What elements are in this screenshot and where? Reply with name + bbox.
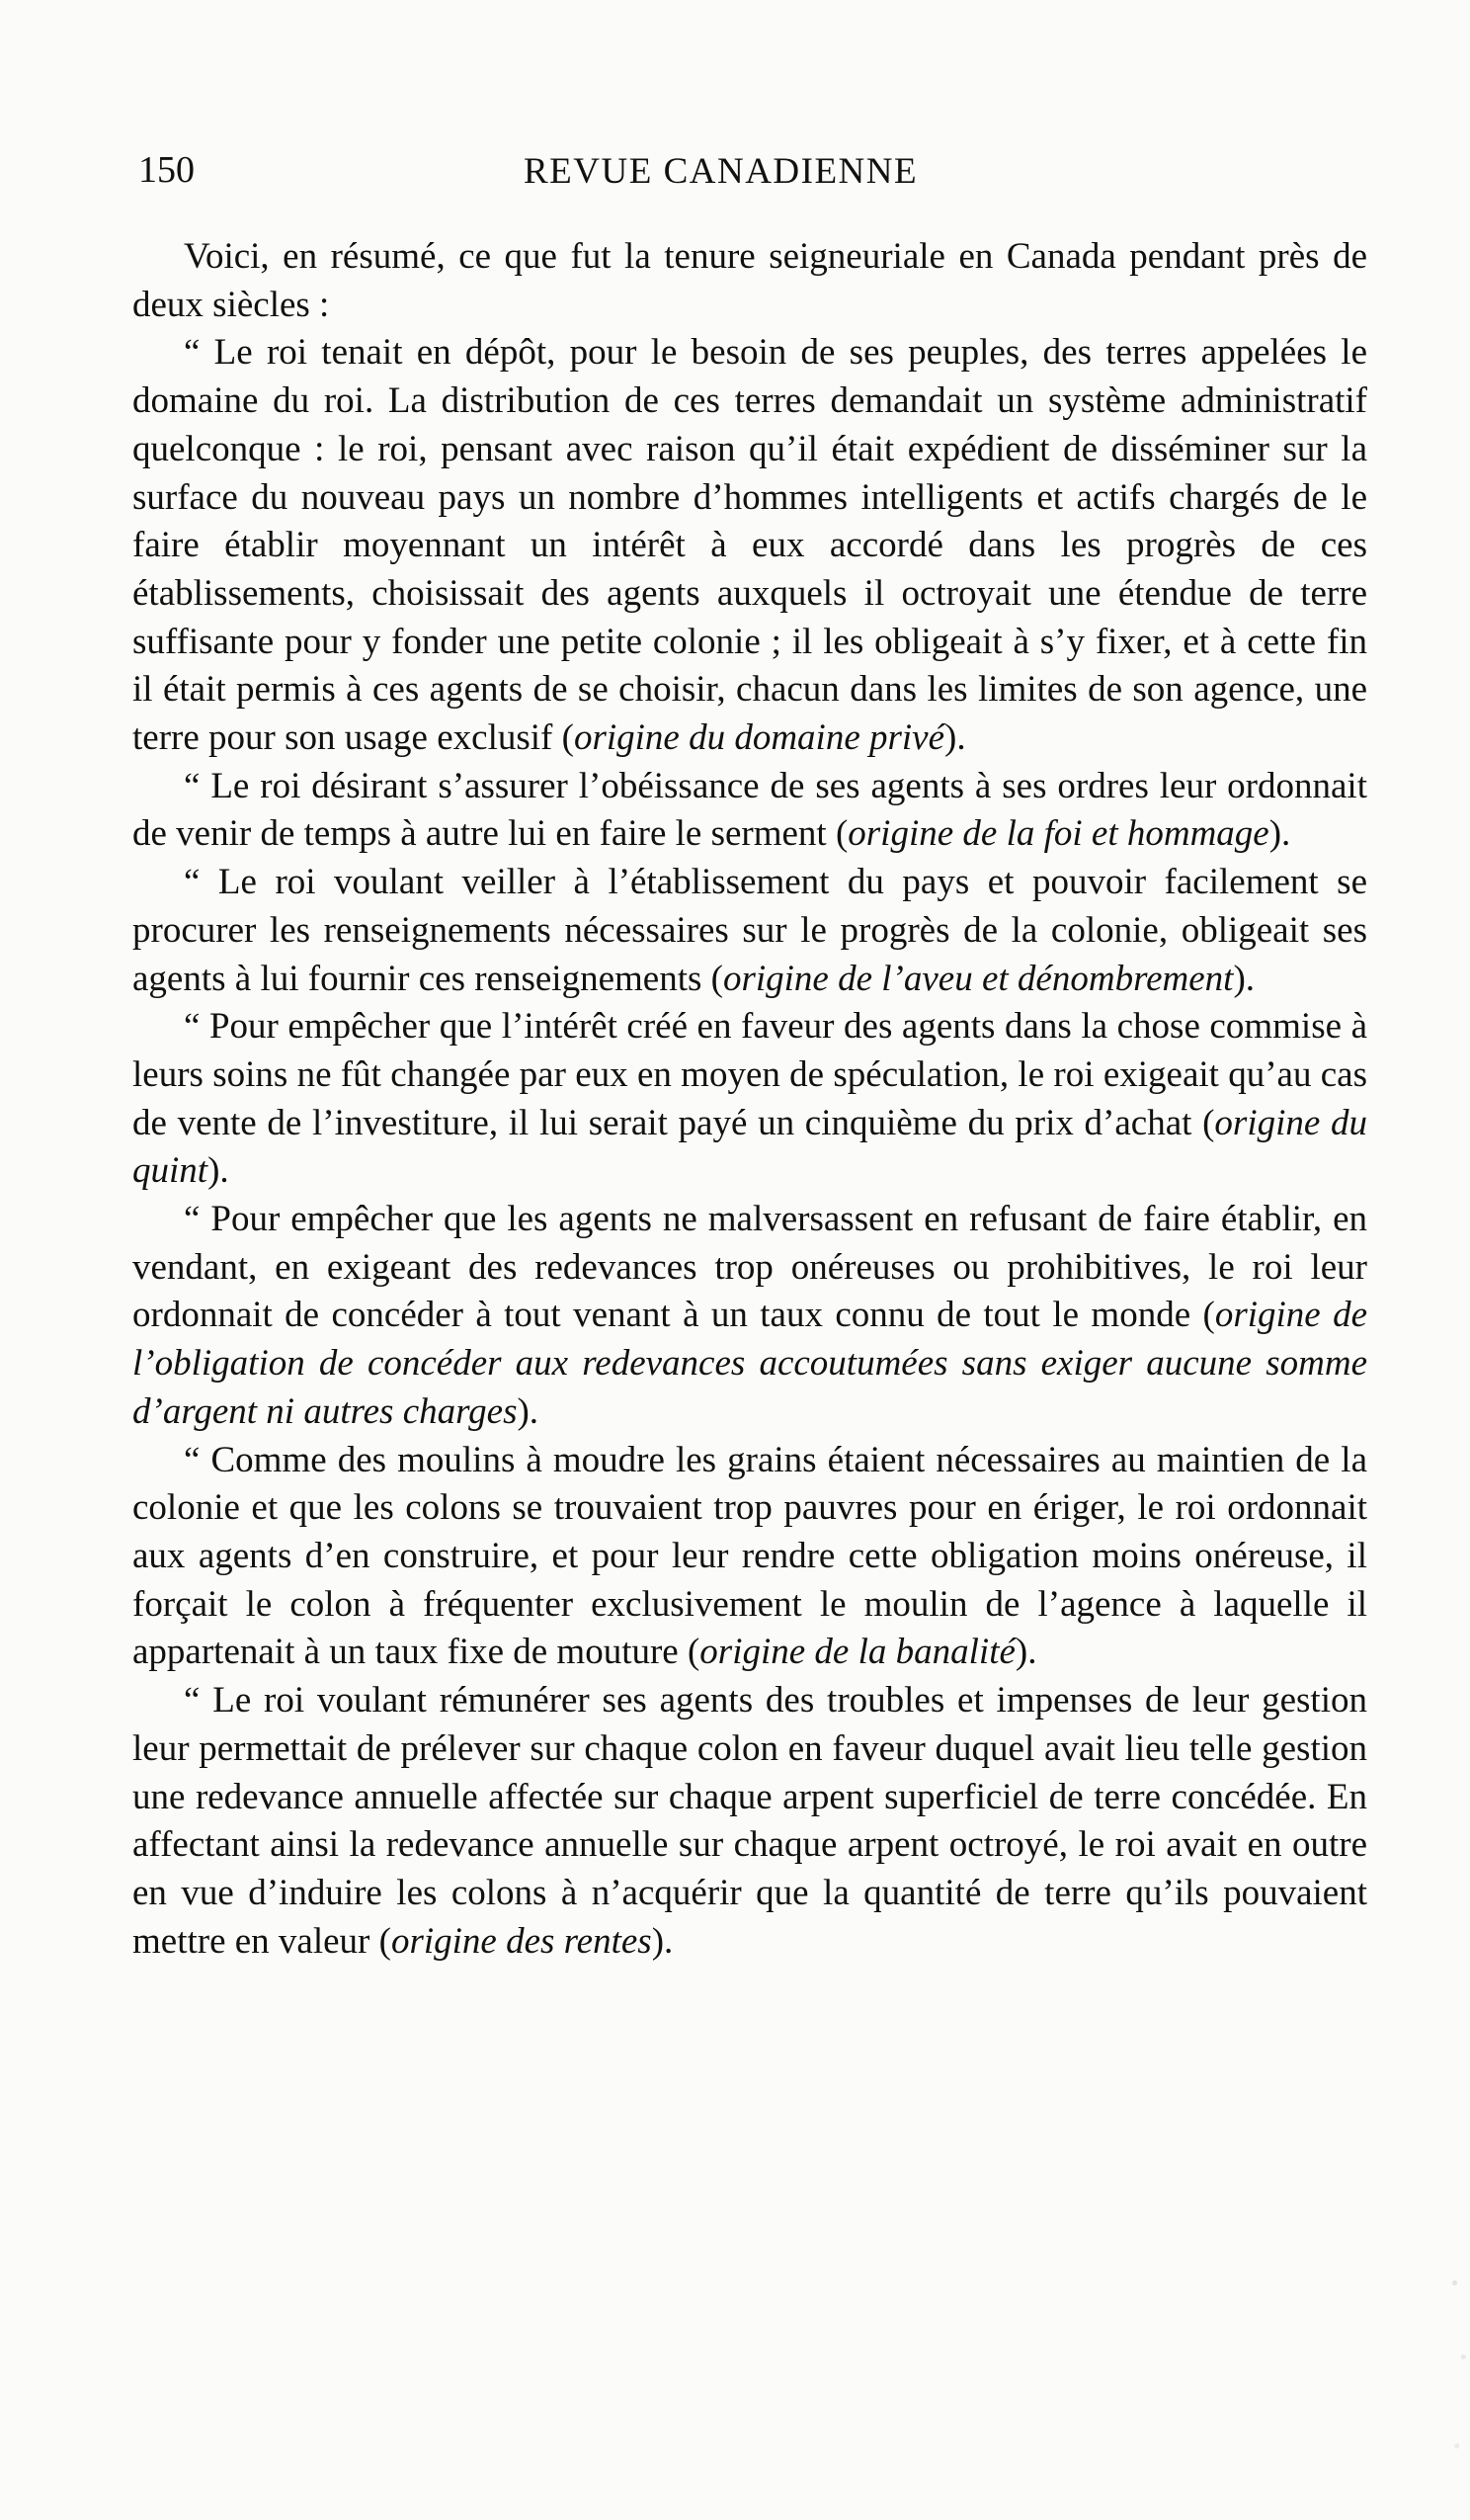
paragraph-summary [132, 233, 1367, 329]
italic-origin: origine de l’obligation de concéder aux redevances accoutumées sans exiger aucune somme d’argent ni autres charges [132, 1295, 1367, 1432]
page-number: 150 [138, 149, 195, 191]
paragraph-concession [132, 1196, 1367, 1437]
paragraph-text: “ Le roi tenait en dépôt, pour le besoin de ses peuples, des terres appelées le domaine du roi. La distribution de ces terres demandait un système administratif quelconque : le roi, pensant avec raison qu’il était expédient de disséminer sur la surface du nouveau pays un nombre d’hommes intelligents et actifs chargés de le faire établir moyennant un intérêt à eux accordé dans les progrès de ces établissements, choisissait des agents auxquels il octroyait une étendue de terre suffisante pour y fonder une petite colonie ; il les obligeait à s’y fixer, et à cette fin il était permis à ces agents de se choisir, chacun dans les limites de son agence, une terre pour son usage exclusif ( [132, 332, 1367, 759]
scan-edge-speckle [1448, 2224, 1470, 2520]
paragraph-ending: ). [517, 1390, 539, 1432]
paragraph-ending: ). [207, 1150, 229, 1192]
italic-origin: origine de l’aveu et dénombrement [722, 958, 1234, 999]
paragraph-text: “ Le roi voulant veiller à l’établissement du pays et pouvoir facilement se procurer les renseignements nécessaires sur le progrès de la colonie, obligeait ses agents à lui fournir ces renseignements ( [132, 862, 1367, 999]
italic-origin: origine du quint [132, 1102, 1367, 1192]
paragraph-ending: ). [1015, 1632, 1037, 1673]
paragraph-foi-hommage [132, 763, 1367, 859]
paragraph-text: “ Comme des moulins à moudre les grains étaient nécessaires au maintien de la colonie et que les colons se trouvaient trop pauvres pour en ériger, le roi ordonnait aux agents d’en construire, et pour leur rendre cette obligation moins onéreuse, il forçait le colon à fréquenter exclusivement le moulin de l’agence à laquelle il appartenait à un taux fixe de mouture ( [132, 1439, 1367, 1673]
italic-origin: origine de la foi et hommage [848, 813, 1269, 855]
paragraph-rentes [132, 1677, 1367, 1966]
paragraph-banalite [132, 1437, 1367, 1678]
paragraph-ending: ). [944, 717, 966, 759]
paragraph-ending: ). [1268, 813, 1291, 855]
paragraph-text: “ Le roi voulant rémunérer ses agents des troubles et impenses de leur gestion leur permettait de prélever sur chaque colon en faveur duquel avait lieu telle gestion une redevance annuelle affectée sur chaque arpent superficiel de terre concédée. En affectant ainsi la redevance annuelle sur chaque arpent octroyé, le roi avait en outre en vue d’induire les colons à n’acquérir que la quantité de terre qu’ils pouvaient mettre en valeur ( [132, 1680, 1367, 1962]
italic-origin: origine des rentes [390, 1920, 652, 1962]
paragraph-text: “ Pour empêcher que l’intérêt créé en faveur des agents dans la chose commise à leurs soins ne fût changée par eux en moyen de spéculation, le roi exigeait qu’au cas de vente de l’investiture, il lui serait payé un cinquième du prix d’achat ( [132, 1006, 1367, 1143]
paragraph-text: Voici, en résumé, ce que fut la tenure seigneuriale en Canada pendant près de deux siècles : [132, 236, 1367, 325]
running-title: REVUE CANADIENNE [524, 151, 919, 192]
paragraph-text: “ Le roi désirant s’assurer l’obéissance de ses agents à ses ordres leur ordonnait de venir de temps à autre lui en faire le serment ( [132, 765, 1367, 855]
article-body [132, 233, 1367, 1966]
paragraph-domaine-prive [132, 329, 1367, 762]
paragraph-ending: ). [1233, 958, 1256, 999]
italic-origin: origine du domaine privé [573, 717, 945, 759]
page-header [138, 148, 1373, 208]
paragraph-aveu-denombrement [132, 859, 1367, 1003]
paragraph-quint [132, 1003, 1367, 1196]
paragraph-ending: ). [651, 1920, 674, 1962]
italic-origin: origine de la banalité [699, 1632, 1016, 1673]
paragraph-text: “ Pour empêcher que les agents ne malversassent en refusant de faire établir, en vendant, en exigeant des redevances trop onéreuses ou prohibitives, le roi leur ordonnait de concéder à tout venant à un taux connu de tout le monde ( [132, 1199, 1367, 1336]
